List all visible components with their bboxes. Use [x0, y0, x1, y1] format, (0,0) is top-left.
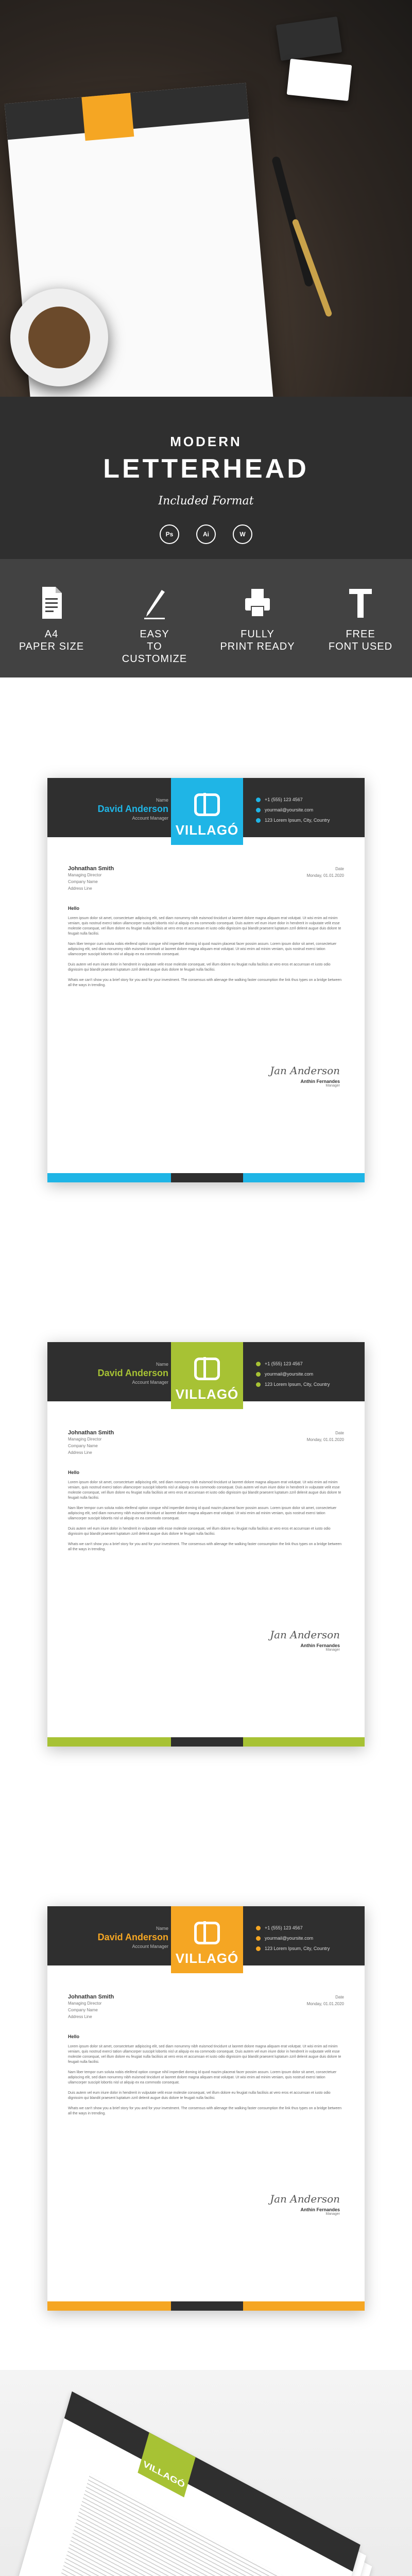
signature-script: Jan Anderson	[270, 1629, 340, 1641]
contact-address: 123 Lorem Ipsum, City, Country	[265, 1382, 330, 1387]
location-icon	[256, 1382, 261, 1387]
title-small: MODERN	[170, 434, 242, 449]
logo-icon	[194, 1922, 220, 1944]
greeting: Hello	[68, 2034, 80, 2039]
feature-label: EASY TO CUSTOMIZE	[122, 629, 187, 665]
logo-text: VILLAGÓ	[175, 1386, 239, 1402]
sender-block	[68, 798, 168, 821]
location-icon	[256, 818, 261, 823]
date-block	[307, 866, 344, 879]
recipient-name: Johnathan Smith	[68, 866, 114, 872]
business-cards	[268, 0, 350, 103]
title-big: LETTERHEAD	[103, 454, 309, 484]
contact-address: 123 Lorem Ipsum, City, Country	[265, 818, 330, 823]
feature-print	[216, 585, 299, 653]
recipient-name: Johnathan Smith	[68, 1994, 114, 2000]
logo-icon	[194, 793, 220, 816]
sheet-logo: VILLAGÓ	[138, 2432, 195, 2497]
sender-name: David Anderson	[97, 1932, 168, 1942]
letter-body	[68, 916, 344, 993]
date-label: Date	[335, 1431, 344, 1435]
contact-list	[256, 1359, 330, 1389]
recipient-line: Address Line	[68, 886, 92, 891]
logo-text: VILLAGÓ	[175, 822, 239, 838]
sender-name-label: Name	[156, 1362, 168, 1367]
paper-stack	[0, 2392, 412, 2576]
feature-customize	[113, 585, 196, 665]
word-icon: W	[233, 524, 252, 544]
footer-bar	[47, 1173, 365, 1182]
contact-email: yourmail@yoursite.com	[265, 1936, 314, 1941]
logo-icon	[194, 1358, 220, 1380]
phone-icon	[256, 1926, 261, 1930]
logo-block	[171, 1906, 243, 1973]
mail-icon	[256, 808, 261, 812]
business-card	[287, 59, 352, 101]
letterhead-header	[47, 778, 365, 837]
contact-phone: +1 (555) 123 4567	[265, 797, 303, 802]
footer-center	[171, 1737, 243, 1747]
letterhead-blue-section	[0, 677, 412, 1242]
sender-block	[68, 1926, 168, 1949]
document-icon	[36, 585, 67, 621]
recipient-block	[68, 866, 114, 892]
letterhead-page	[47, 778, 365, 1182]
date-block	[307, 1430, 344, 1443]
sender-role: Account Manager	[132, 1380, 168, 1385]
date-value: Monday, 01.01.2020	[306, 1437, 344, 1442]
date-block	[307, 1994, 344, 2007]
pencil-icon	[139, 585, 170, 621]
letterhead-header	[47, 1342, 365, 1401]
recipient-line: Company Name	[68, 1444, 98, 1448]
recipient-line: Address Line	[68, 1450, 92, 1455]
footer-bar	[47, 1737, 365, 1747]
body-paragraph: Lorem ipsum dolor sit amet, consectetuer adipiscing elit, sed diam nonummy nibh euismod tincidunt ut laoreet dolore magna aliquam erat volutpat. Ut wisi enim ad minim veniam, quis nostrud exerci tation ullamcorper suscipit lobortis nisl ut aliquip ex ea commodo consequat. Duis autem vel eum iriure dolor in hendrerit in vulputate velit esse molestie consequat, vel illum dolore eu feugiat nulla facilisis at vero eros et accumsan et iusto odio dignissim qui blandit praesent luptatum zzril delenit augue duis dolore te feugait nulla facilisi.	[68, 1481, 341, 1500]
recipient-line: Managing Director	[68, 1437, 102, 1442]
signature-name: Anthin Fernandes	[300, 1079, 340, 1084]
date-value: Monday, 01.01.2020	[306, 873, 344, 878]
body-paragraph: Duis autem vel eum iriure dolor in hendrerit in vulputate velit esse molestie consequat, vel illum dolore eu feugiat nulla facilisis at vero eros et accumsan et iusto odio dignissim qui blandit praesent luptatum zzril delenit augue duis dolore te feugait nulla facilisi.	[68, 2091, 331, 2100]
feature-label: A4 PAPER SIZE	[19, 629, 84, 652]
coffee-cup	[10, 289, 108, 386]
features-row	[0, 559, 412, 677]
business-card	[276, 16, 342, 61]
stack-top-sheet	[0, 2392, 360, 2576]
body-paragraph: Duis autem vel eum iriure dolor in hendrerit in vulputate velit esse molestie consequat, vel illum dolore eu feugiat nulla facilisis at vero eros et accumsan et iusto odio dignissim qui blandit praesent luptatum zzril delenit augue duis dolore te feugait nulla facilisi.	[68, 963, 331, 972]
hero-mockup	[0, 0, 412, 397]
body-paragraph: Lorem ipsum dolor sit amet, consectetuer adipiscing elit, sed diam nonummy nibh euismod tincidunt ut laoreet dolore magna aliquam erat volutpat. Ut wisi enim ad minim veniam, quis nostrud exerci tation ullamcorper suscipit lobortis nisl ut aliquip ex ea commodo consequat. Duis autem vel eum iriure dolor in hendrerit in vulputate velit esse molestie consequat, vel illum dolore eu feugiat nulla facilisis at vero eros et accumsan et iusto odio dignissim qui blandit praesent luptatum zzril delenit augue duis dolore te feugait nulla facilisi.	[68, 2045, 341, 2064]
letterhead-orange-section	[0, 1806, 412, 2370]
recipient-name: Johnathan Smith	[68, 1430, 114, 1436]
contact-list	[256, 794, 330, 825]
title-band	[0, 397, 412, 559]
letterhead-page	[47, 1342, 365, 1747]
contact-address: 123 Lorem Ipsum, City, Country	[265, 1946, 330, 1951]
logo-text: VILLAGÓ	[175, 1951, 239, 1966]
greeting: Hello	[68, 906, 80, 911]
contact-email: yourmail@yoursite.com	[265, 1371, 314, 1377]
recipient-line: Company Name	[68, 879, 98, 884]
font-t-icon	[345, 585, 376, 621]
location-icon	[256, 1946, 261, 1951]
signature-role: Manager	[325, 2212, 340, 2216]
letter-body	[68, 2044, 344, 2122]
signature-block	[270, 2193, 340, 2216]
recipient-line: Address Line	[68, 2014, 92, 2019]
sender-role: Account Manager	[132, 816, 168, 821]
contact-email: yourmail@yoursite.com	[265, 807, 314, 812]
letterhead-green-section	[0, 1242, 412, 1806]
signature-role: Manager	[325, 1084, 340, 1088]
date-label: Date	[335, 1995, 344, 1999]
greeting: Hello	[68, 1470, 80, 1475]
footer-center	[171, 1173, 243, 1182]
signature-script: Jan Anderson	[270, 1064, 340, 1077]
format-icons	[160, 524, 252, 544]
letterhead-page	[47, 1906, 365, 2311]
mail-icon	[256, 1372, 261, 1377]
signature-script: Jan Anderson	[270, 2193, 340, 2205]
signature-name: Anthin Fernandes	[300, 2207, 340, 2212]
signature-block	[270, 1064, 340, 1088]
logo-block	[171, 1342, 243, 1409]
body-paragraph: Whats we can't show you a brief story for you and for your investment. The consensus with alienage the walking faster consumption the link thus types on a bridge between all the ways in trending.	[68, 978, 342, 987]
signature-block	[270, 1629, 340, 1652]
sender-name-label: Name	[156, 798, 168, 803]
illustrator-icon: Ai	[196, 524, 216, 544]
recipient-line: Managing Director	[68, 2001, 102, 2006]
recipient-line: Managing Director	[68, 873, 102, 877]
hero-logo-block	[81, 93, 134, 141]
sender-name-label: Name	[156, 1926, 168, 1931]
mail-icon	[256, 1936, 261, 1941]
signature-role: Manager	[325, 1648, 340, 1652]
signature-name: Anthin Fernandes	[300, 1643, 340, 1648]
contact-list	[256, 1923, 330, 1954]
perspective-mockup	[0, 2370, 412, 2576]
body-paragraph: Whats we can't show you a brief story for you and for your investment. The consensus with alienage the walking faster consumption the link thus types on a bridge between all the ways in trending.	[68, 1543, 342, 1551]
recipient-block	[68, 1994, 114, 2020]
photoshop-icon: Ps	[160, 524, 179, 544]
body-paragraph: Duis autem vel eum iriure dolor in hendrerit in vulputate velit esse molestie consequat, vel illum dolore eu feugiat nulla facilisis at vero eros et accumsan et iusto odio dignissim qui blandit praesent luptatum zzril delenit augue duis dolore te feugait nulla facilisi.	[68, 1527, 331, 1536]
printer-icon	[242, 585, 273, 621]
recipient-block	[68, 1430, 114, 1456]
contact-phone: +1 (555) 123 4567	[265, 1925, 303, 1930]
feature-paper-size	[10, 585, 93, 653]
feature-label: FULLY PRINT READY	[220, 629, 295, 652]
sender-role: Account Manager	[132, 1944, 168, 1949]
feature-font	[319, 585, 402, 653]
letter-body	[68, 1480, 344, 1557]
date-value: Monday, 01.01.2020	[306, 2002, 344, 2006]
phone-icon	[256, 798, 261, 802]
contact-phone: +1 (555) 123 4567	[265, 1361, 303, 1366]
sender-name: David Anderson	[97, 1368, 168, 1378]
letterhead-header	[47, 1906, 365, 1965]
body-paragraph: Nam liber tempor cum soluta nobis eleifend option congue nihil imperdiet doming id quod mazim placerat facer possim assum. Lorem ipsum dolor sit amet, consectetuer adipiscing elit, sed diam nonummy nibh euismod tincidunt ut laoreet dolore magna aliquam erat volutpat. Ut wisi enim ad minim veniam, quis nostrud exerci tation ullamcorper suscipit lobortis nisl ut aliquip ex ea commodo consequat.	[68, 2071, 337, 2084]
title-script: Included Format	[158, 495, 254, 507]
logo-block	[171, 778, 243, 845]
recipient-line: Company Name	[68, 2008, 98, 2012]
footer-bar	[47, 2301, 365, 2311]
body-paragraph: Nam liber tempor cum soluta nobis eleifend option congue nihil imperdiet doming id quod mazim placerat facer possim assum. Lorem ipsum dolor sit amet, consectetuer adipiscing elit, sed diam nonummy nibh euismod tincidunt ut laoreet dolore magna aliquam erat volutpat. Ut wisi enim ad minim veniam, quis nostrud exerci tation ullamcorper suscipit lobortis nisl ut aliquip ex ea commodo consequat.	[68, 942, 337, 956]
sender-block	[68, 1362, 168, 1385]
body-paragraph: Nam liber tempor cum soluta nobis eleifend option congue nihil imperdiet doming id quod mazim placerat facer possim assum. Lorem ipsum dolor sit amet, consectetuer adipiscing elit, sed diam nonummy nibh euismod tincidunt ut laoreet dolore magna aliquam erat volutpat. Ut wisi enim ad minim veniam, quis nostrud exerci tation ullamcorper suscipit lobortis nisl ut aliquip ex ea commodo consequat.	[68, 1506, 337, 1520]
phone-icon	[256, 1362, 261, 1366]
body-paragraph: Lorem ipsum dolor sit amet, consectetuer adipiscing elit, sed diam nonummy nibh euismod tincidunt ut laoreet dolore magna aliquam erat volutpat. Ut wisi enim ad minim veniam, quis nostrud exerci tation ullamcorper suscipit lobortis nisl ut aliquip ex ea commodo consequat. Duis autem vel eum iriure dolor in hendrerit in vulputate velit esse molestie consequat, vel illum dolore eu feugiat nulla facilisis at vero eros et accumsan et iusto odio dignissim qui blandit praesent luptatum zzril delenit augue duis dolore te feugait nulla facilisi.	[68, 917, 341, 936]
footer-center	[171, 2301, 243, 2311]
date-label: Date	[335, 867, 344, 871]
sender-name: David Anderson	[97, 804, 168, 814]
feature-label: FREE FONT USED	[328, 629, 393, 652]
body-paragraph: Whats we can't show you a brief story for you and for your investment. The consensus with alienage the walking faster consumption the link thus types on a bridge between all the ways in trending.	[68, 2107, 342, 2115]
